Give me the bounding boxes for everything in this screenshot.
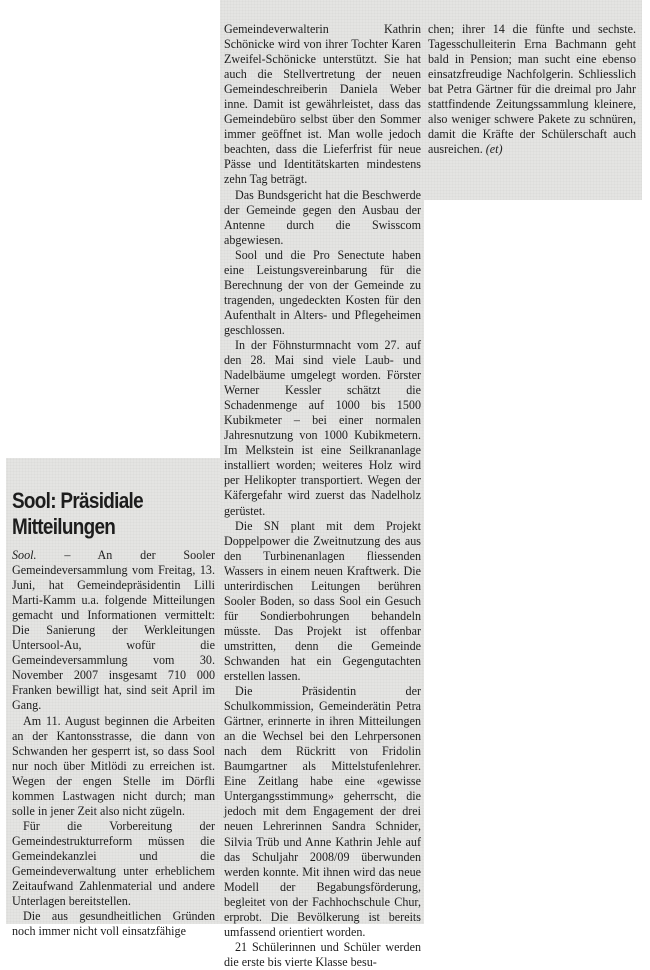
- paragraph: Die aus gesundheitlichen Gründen noch immer nicht voll einsatzfähige: [12, 909, 215, 939]
- author-signature: (et): [485, 142, 503, 157]
- paragraph: Sool und die Pro Senectute haben eine Leistungsvereinbarung für die Berechnung der von der Gemeinde zu tragenden, ungedeckten Kosten für den Aufenthalt in Alters- und Pflegeheimen geschlossen.: [224, 247, 421, 337]
- dateline: Sool.: [12, 548, 37, 562]
- paragraph: Am 11. August beginnen die Arbeiten an der Kantonsstrasse, die dann von Schwanden her gesperrt ist, so dass Sool nur noch über Mitlödi zu erreichen ist. Wegen der engen Stelle im Dörfli kommen Lastwagen nicht durch; man solle in jener Zeit also nicht zügeln.: [12, 713, 215, 818]
- paragraph: In der Föhnsturmnacht vom 27. auf den 28. Mai sind viele Laub- und Nadelbäume umgelegt worden. Förster Werner Kessler schätzt die Schadenmenge auf 1000 bis 1500 Kubikmeter – bei einer normalen Jahresnutzung von 1000 Kubikmetern. Im Melkstein ist eine Seilkrananlage installiert worden; weiteres Holz wird per Helikopter transportiert. Wegen der Käfergefahr wird zuerst das Nadelholz gerüstet.: [224, 337, 421, 518]
- paragraph: [428, 22, 636, 157]
- article-column-right: [428, 22, 636, 157]
- paragraph: Die SN plant mit dem Projekt Doppelpower die Zweitnutzung des aus den Turbinenanlagen fliessenden Wassers in einem neuen Kraftwerk. Die unterirdischen Leitungen berühren Sooler Boden, so dass Sool ein Gesuch für Sondierbohrungen behandeln müsste. Das Projekt ist offenbar umstritten, denn die Gemeinde Schwanden hat ein Gegengutachten erstellen lassen.: [224, 518, 421, 684]
- paragraph: [12, 548, 215, 714]
- paragraph-text: chen; ihrer 14 die fünfte und sechste. Tagesschulleiterin Erna Bachmann geht bald in Pension; man sucht eine ebenso einsatzfreudige Nachfolgerin. Schliesslich bat Petra Gärtner für die dreimal pro Jahr stattfindende Zeitungssammlung kleinere, also weniger schwere Pakete zu schnüren, damit die Kräfte der Schülerschaft auch ausreichen.: [428, 22, 636, 157]
- paragraph: 21 Schülerinnen und Schüler werden die erste bis vierte Klasse besu-: [224, 939, 421, 969]
- paragraph: Für die Vorbereitung der Gemeindestrukturreform müssen die Gemeindekanzlei und die Gemeindeverwaltung unter erheblichem Zeitaufwand Zahlenmaterial und andere Unterlagen bereitstellen.: [12, 818, 215, 909]
- article-column-left: [12, 466, 215, 939]
- paragraph: Gemeindeverwalterin Kathrin Schönicke wird von ihrer Tochter Karen Zweifel-Schönicke unterstützt. Sie hat auch die Stellvertretung der neuen Gemeindeschreiberin Daniela Weber inne. Damit ist gewährleistet, dass das Gemeindebüro selbst über den Sommer immer geöffnet ist. Man wolle jedoch beachten, dass die Lieferfrist für neue Pässe und Identitätskarten mindestens zehn Tag beträgt.: [224, 22, 421, 187]
- paragraph-text: – An der Sooler Gemeindeversammlung vom Freitag, 13. Juni, hat Gemeindepräsidentin Lilli Marti-Kamm u.a. folgende Mitteilungen gemacht und Informationen vermittelt: Die Sanierung der Werkleitungen Untersool-Au, wofür die Gemeindeversammlung vom 30. November 2007 insgesamt 710 000 Franken bewilligt hat, sind seit April im Gang.: [12, 548, 215, 713]
- article-column-middle: [224, 22, 421, 970]
- paragraph: Die Präsidentin der Schulkommission, Gemeinderätin Petra Gärtner, erinnerte in ihren Mitteilungen an die Wechsel bei den Lehrpersonen nach dem Rückritt von Fridolin Baumgartner als Mittelstufenlehrer. Eine Zeitlang habe eine «gewisse Untergangsstimmung» geherrscht, die jedoch mit dem Engagement der drei neuen Lehrerinnen Sandra Schnider, Silvia Trüb und Anne Kathrin Jehle auf das Schuljahr 2008/09 überwunden werden konnte. Mit ihnen wird das neue Modell der Begabungsförderung, begleitet von der Fachhochschule Chur, erprobt. Die Bevölkerung ist bereits umfassend orientiert worden.: [224, 684, 421, 939]
- article-headline: Sool: Präsidiale Mitteilungen: [12, 488, 143, 539]
- paragraph: Das Bundsgericht hat die Beschwerde der Gemeinde gegen den Ausbau der Antenne durch die Swisscom abgewiesen.: [224, 187, 421, 247]
